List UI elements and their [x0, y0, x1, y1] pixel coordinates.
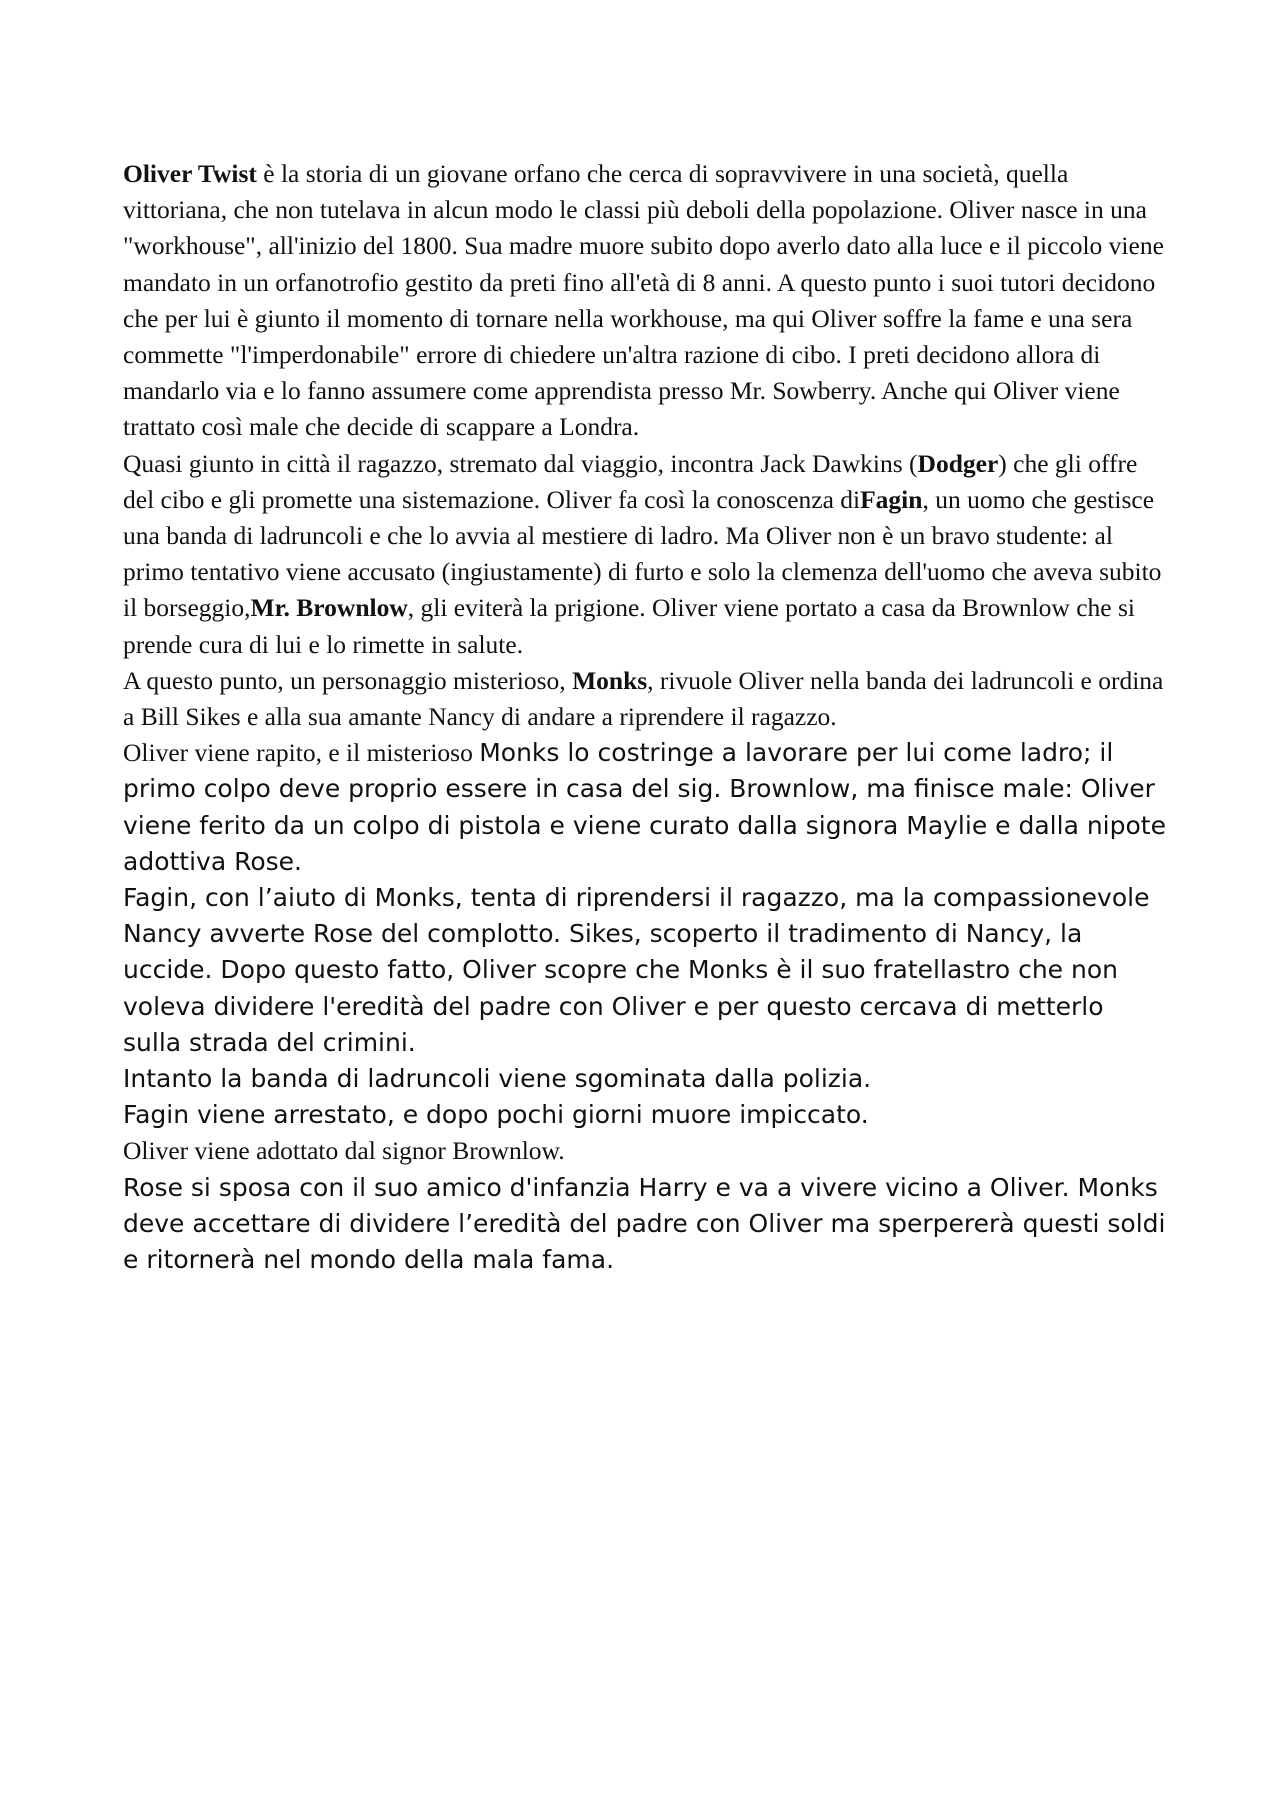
name-fagin: Fagin — [860, 484, 923, 514]
document-page — [123, 156, 1168, 1278]
paragraph-monks — [123, 663, 1168, 735]
kidnap-sans-text: Monks lo costringe a lavorare per lui come ladro; il primo colpo deve proprio essere in casa del sig. Brownlow, ma finisce male: Oliver viene ferito da un colpo di pistola e viene curato dalla signora Maylie e dalla nipote adottiva Rose. — [123, 738, 1166, 876]
name-monks: Monks — [572, 665, 648, 695]
paragraph-fagin-plot: Fagin, con l’aiuto di Monks, tenta di riprendersi il ragazzo, ma la compassionevole Nancy avverte Rose del complotto. Sikes, scoperto il tradimento di Nancy, la uccide. Dopo questo fatto, Oliver scopre che Monks è il suo fratellastro che non voleva dividere l'eredità del padre con Oliver e per questo cercava di metterlo sulla strada del crimini. — [123, 883, 1150, 1057]
paragraph-intro — [123, 156, 1168, 446]
paragraph-gang-defeated: Intanto la banda di ladruncoli viene sgominata dalla polizia. — [123, 1064, 872, 1094]
dodger-text-1: Quasi giunto in città il ragazzo, stremato dal viaggio, incontra Jack Dawkins ( — [123, 448, 918, 478]
paragraph-kidnap — [123, 735, 1168, 880]
name-dodger: Dodger — [917, 448, 999, 478]
dodger-text-2: ) che gli offre del cibo e gli promette una sistemazione. Oliver fa così la conoscenza di — [123, 448, 1138, 514]
paragraph-ending: Rose si sposa con il suo amico d'infanzia Harry e va a vivere vicino a Oliver. Monks deve accettare di dividere l’eredità del padre con Oliver ma sperpererà questi soldi e ritornerà nel mondo della mala fama. — [123, 1172, 1166, 1275]
paragraph-adoption: Oliver viene adottato dal signor Brownlow. — [123, 1136, 565, 1166]
monks-text-1: A questo punto, un personaggio misterioso, — [123, 665, 573, 695]
intro-text: è la storia di un giovane orfano che cerca di sopravvivere in una società, quella vittoriana, che non tutelava in alcun modo le classi più deboli della popolazione. Oliver nasce in una "workhouse", all'inizio del 1800. Sua madre muore subito dopo averlo dato alla luce e il piccolo viene mandato in un orfanotrofio gestito da preti fino all'età di 8 anni. A questo punto i suoi tutori decidono che per lui è giunto il momento di tornare nella workhouse, ma qui Oliver soffre la fame e una sera commette "l'imperdonabile" errore di chiedere un'altra razione di cibo. I preti decidono allora di mandarlo via e lo fanno assumere come apprendista presso Mr. Sowberry. Anche qui Oliver viene trattato così male che decide di scappare a Londra. — [123, 159, 1164, 442]
dodger-text-3: , un uomo che gestisce una banda di ladruncoli e che lo avvia al mestiere di ladro. Ma Oliver non è un bravo studente: al primo tentativo viene accusato (ingiustamente) di furto e solo la clemenza dell'uomo che aveva subito il borseggio, — [123, 484, 1162, 623]
kidnap-serif-text: Oliver viene rapito, e il misterioso — [123, 738, 480, 768]
paragraph-fagin-arrested: Fagin viene arrestato, e dopo pochi giorni muore impiccato. — [123, 1100, 869, 1130]
dodger-text-4: , gli eviterà la prigione. Oliver viene portato a casa da Brownlow che si prende cura di lui e lo rimette in salute. — [123, 593, 1135, 659]
paragraph-dodger — [123, 446, 1168, 663]
name-brownlow: Mr. Brownlow — [250, 593, 408, 623]
title-oliver-twist: Oliver Twist — [123, 159, 257, 188]
monks-text-2: , rivuole Oliver nella banda dei ladruncoli e ordina a Bill Sikes e alla sua amante Nancy di andare a riprendere il ragazzo. — [123, 665, 1164, 732]
